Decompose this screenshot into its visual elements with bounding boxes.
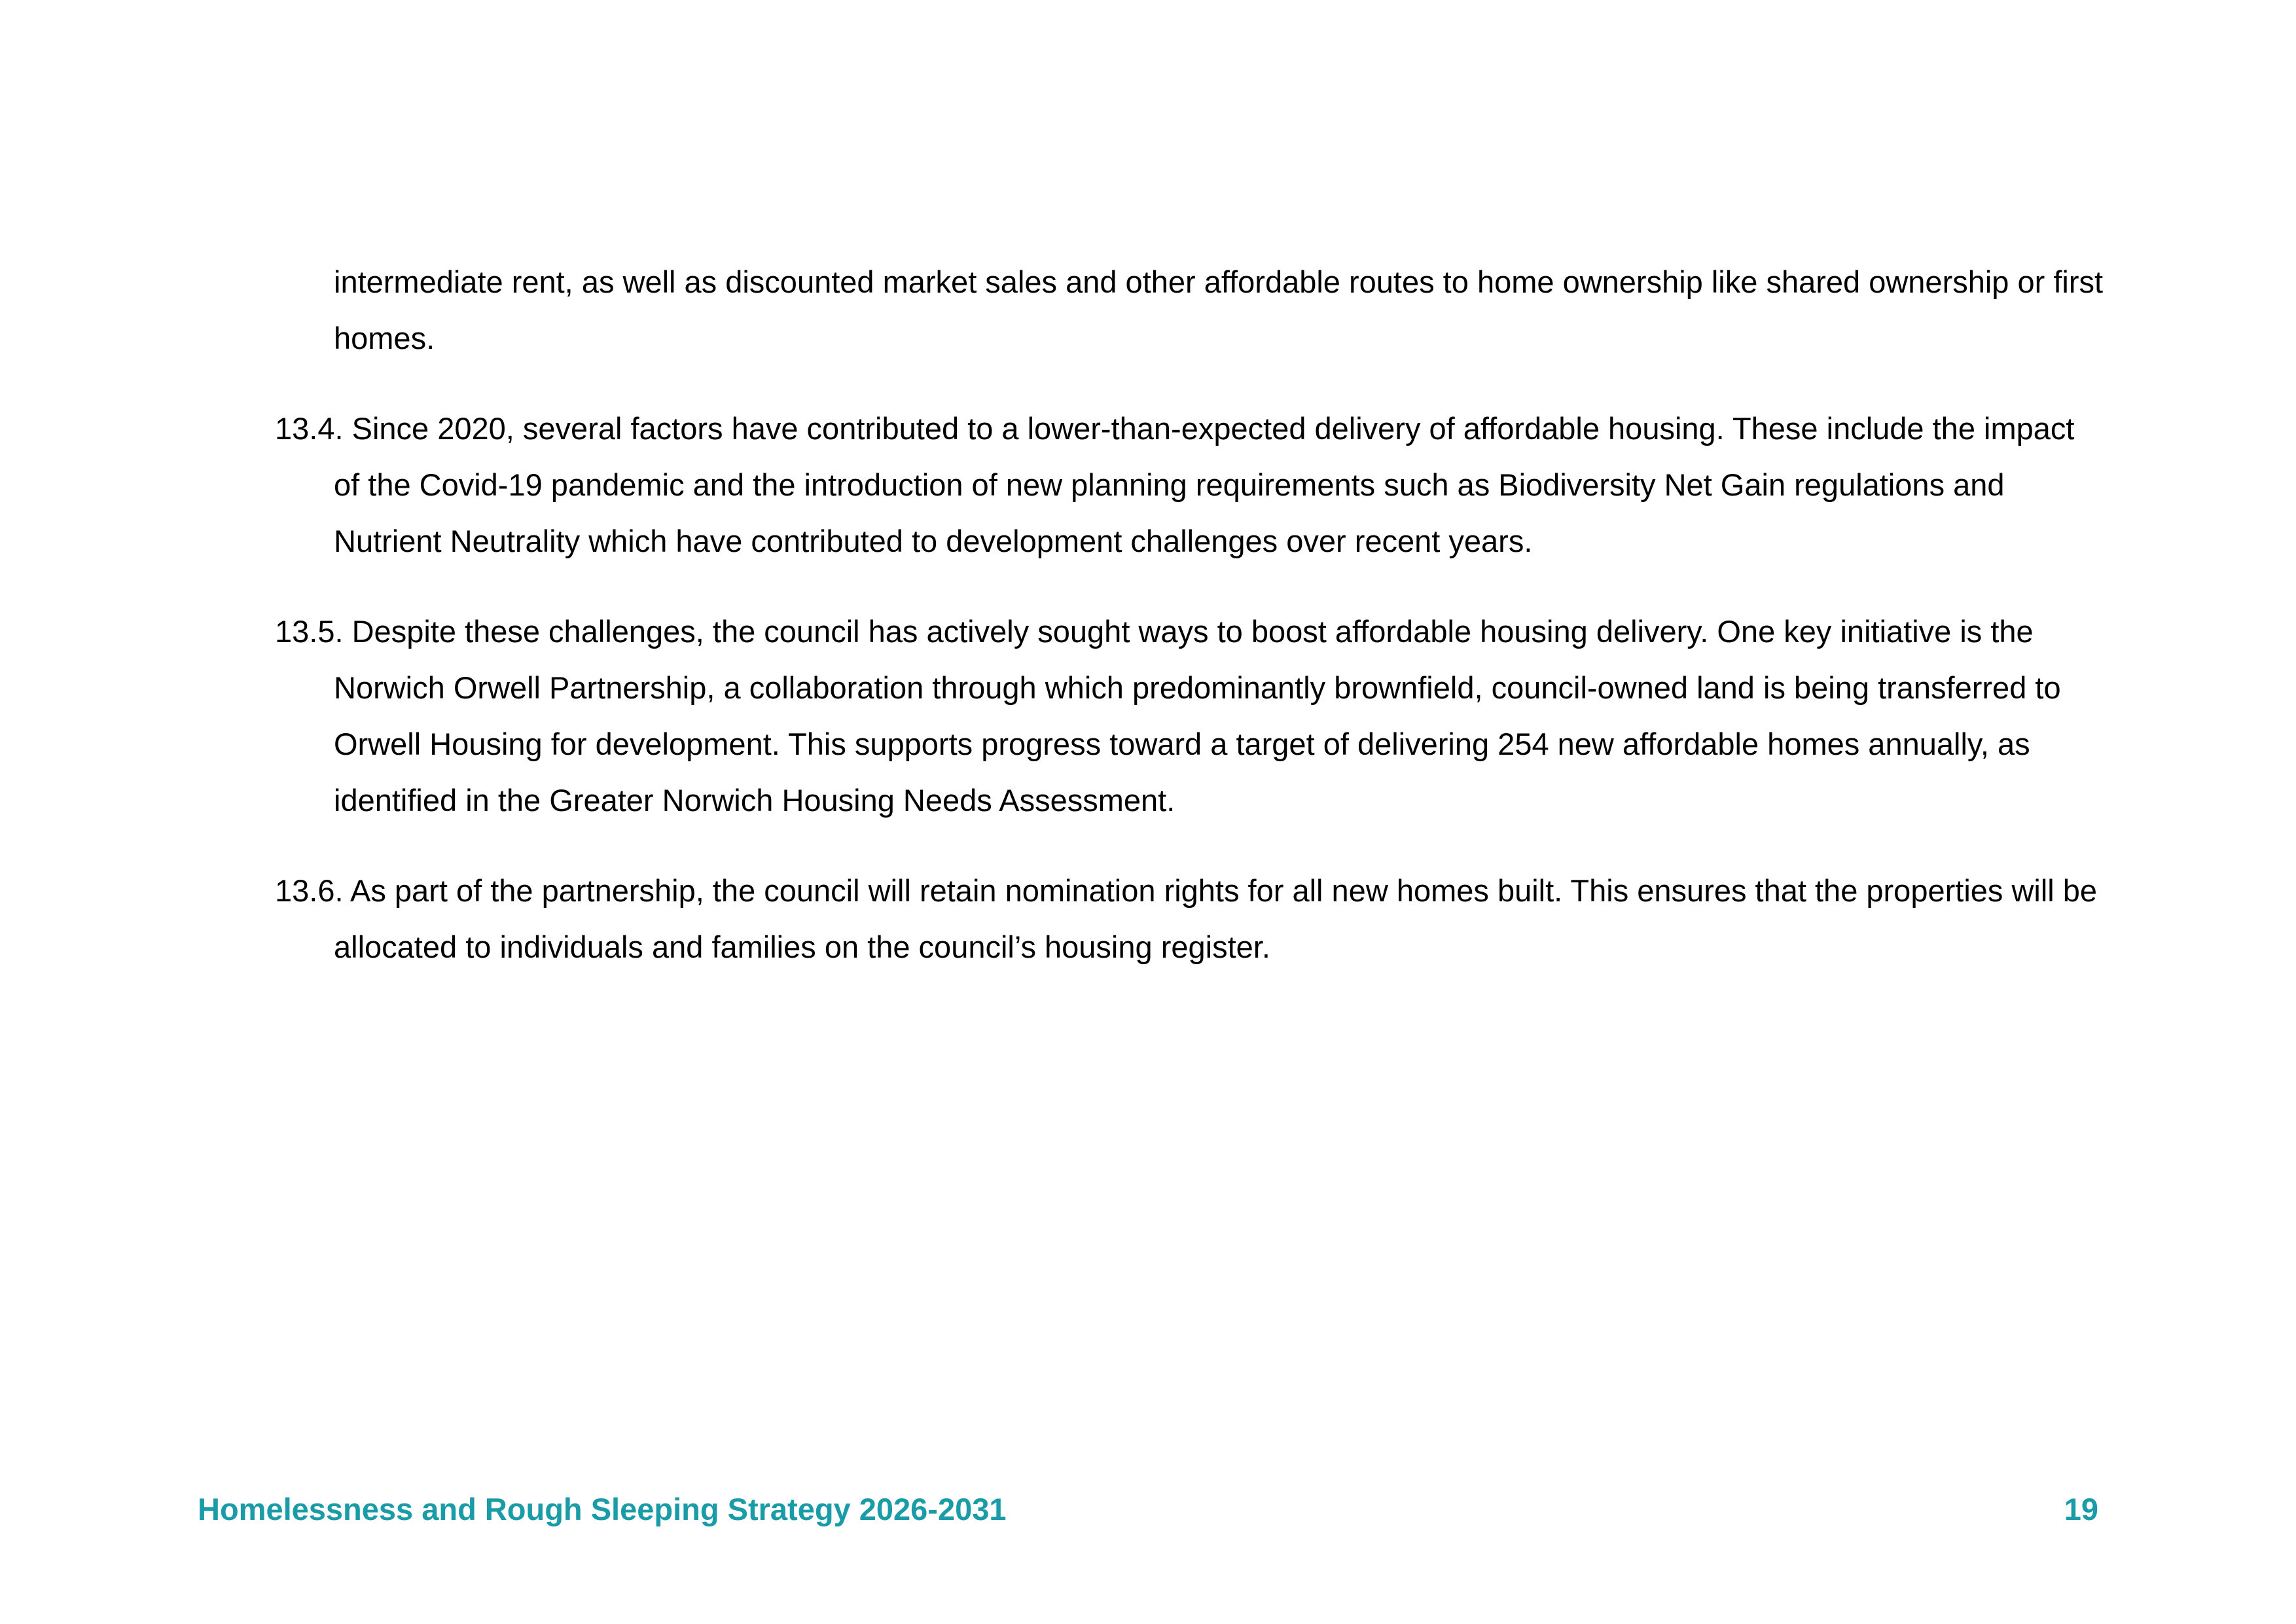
paragraph-13-4 (275, 401, 2108, 569)
paragraph-text: Since 2020, several factors have contributed to a lower-than-expected delivery of affordable housing. These include the impact of the Covid-19 pandemic and the introduction of new planning requirements such as Biodiversity Net Gain regulations and Nutrient Neutrality which have contributed to development challenges over recent years. (334, 411, 2075, 558)
paragraph-13-6 (275, 863, 2108, 975)
document-body (275, 254, 2108, 975)
footer-title: Homelessness and Rough Sleeping Strategy 2026-2031 (198, 1492, 1007, 1526)
paragraph-text: As part of the partnership, the council will retain nomination rights for all new homes built. This ensures that the properties will be allocated to individuals and families on the council’s housing register. (334, 873, 2098, 964)
paragraph-text: Despite these challenges, the council has actively sought ways to boost affordable housing delivery. One key initiative is the Norwich Orwell Partnership, a collaboration through which predominantly brownfield, council-owned land is being transferred to Orwell Housing for development. This supports progress toward a target of delivering 254 new affordable homes annually, as identified in the Greater Norwich Housing Needs Assessment. (334, 614, 2061, 818)
paragraph-13-5 (275, 604, 2108, 829)
paragraph-number: 13.4. (275, 411, 344, 446)
page-number: 19 (2064, 1492, 2098, 1526)
page-footer (198, 1491, 2098, 1527)
continuation-paragraph: intermediate rent, as well as discounted market sales and other affordable routes to home ownership like shared ownership or first homes. (334, 264, 2104, 355)
paragraph-number: 13.6. (275, 873, 344, 908)
paragraph-number: 13.5. (275, 614, 344, 649)
